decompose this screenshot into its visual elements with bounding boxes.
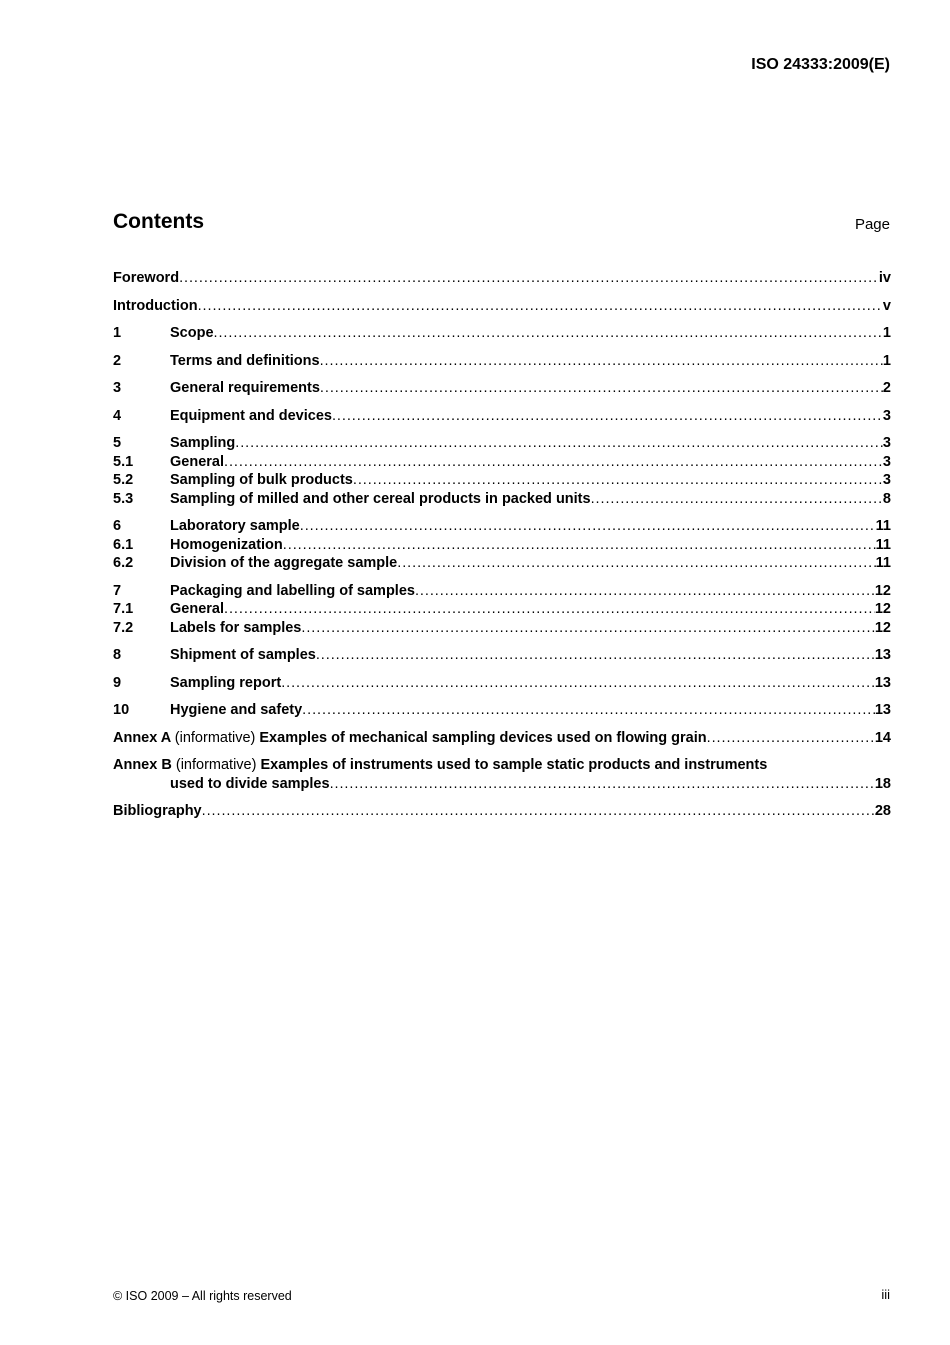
dot-leader [202, 802, 875, 821]
toc-entry-page: 1 [882, 352, 891, 369]
toc-entry-number: 10 [113, 702, 130, 718]
toc-entry-page: 3 [882, 453, 891, 470]
annex-title: Examples of mechanical sampling devices used on flowing grain [259, 729, 707, 746]
dot-leader [179, 269, 879, 288]
toc-entry-5-1[interactable] [113, 453, 891, 472]
page-column-label: Page [854, 216, 890, 233]
dot-leader [316, 646, 875, 665]
toc-entry-1[interactable] [113, 324, 891, 343]
toc-entry-annex-b-line2 [113, 775, 891, 794]
toc-entry-page: 3 [882, 435, 891, 451]
toc-entry-page: 13 [874, 702, 891, 718]
toc-entry-page: 13 [874, 647, 891, 663]
toc-entry-7-2[interactable] [113, 619, 891, 638]
toc-entry-title: Laboratory sample [170, 518, 300, 534]
toc-entry-foreword[interactable] [113, 269, 891, 288]
toc-entry-6-2[interactable] [113, 554, 891, 573]
toc-entry-number: 6.1 [113, 536, 134, 553]
toc-entry-title: Scope [170, 325, 214, 341]
toc-entry-title: General requirements [170, 380, 320, 396]
toc-entry-title: Terms and definitions [170, 352, 320, 369]
toc-entry-number: 9 [113, 674, 122, 691]
toc-entry-title: General [170, 453, 224, 470]
toc-entry-bibliography[interactable] [113, 802, 891, 821]
toc-entry-number: 6 [113, 518, 122, 534]
toc-entry-page: 12 [874, 619, 891, 636]
toc-entry-7-1[interactable] [113, 600, 891, 619]
toc-entry-title: Foreword [113, 270, 180, 286]
toc-entry-title: Division of the aggregate sample [170, 555, 398, 571]
toc-entry-page: 12 [874, 601, 891, 617]
toc-entry-number: 3 [113, 380, 122, 396]
dot-leader [707, 729, 875, 748]
toc-entry-page: 2 [882, 380, 891, 396]
toc-entry-page: 12 [874, 582, 891, 599]
toc-entry-number: 6.2 [113, 555, 134, 571]
toc-entry-5-3[interactable] [113, 490, 891, 509]
dot-leader [332, 407, 883, 426]
toc-entry-page: 3 [882, 472, 891, 488]
dot-leader [214, 324, 883, 343]
toc-entry-number: 7.2 [113, 619, 134, 636]
document-id: ISO 24333:2009(E) [751, 56, 890, 73]
table-of-contents [113, 269, 891, 830]
toc-entry-annex-a[interactable] [113, 729, 891, 748]
toc-entry-page: 18 [874, 775, 891, 792]
toc-entry-10[interactable] [113, 701, 891, 720]
toc-entry-title: Sampling report [170, 674, 282, 691]
toc-entry-page: 8 [882, 490, 891, 507]
dot-leader [301, 619, 875, 638]
annex-label: Annex A [113, 729, 171, 746]
toc-entry-number: 5.1 [113, 453, 134, 470]
toc-entry-title [113, 756, 767, 775]
toc-entry-number: 5.3 [113, 490, 134, 507]
toc-entry-page: 14 [874, 729, 891, 746]
toc-entry-number: 4 [113, 407, 122, 424]
toc-entry-page: 11 [875, 518, 891, 534]
toc-entry-annex-b-line1 [113, 756, 891, 775]
dot-leader [302, 701, 875, 720]
dot-leader [320, 379, 883, 398]
toc-entry-number: 8 [113, 647, 122, 663]
toc-entry-page: iv [878, 270, 891, 286]
toc-entry-title: Equipment and devices [170, 407, 332, 424]
annex-type: (informative) [174, 729, 256, 746]
dot-leader [283, 536, 876, 555]
toc-entry-title: Hygiene and safety [170, 702, 303, 718]
contents-title: Contents [113, 210, 204, 233]
toc-entry-title: Introduction [113, 297, 198, 314]
toc-entry-number: 1 [113, 325, 122, 341]
footer-copyright: © ISO 2009 – All rights reserved [113, 1289, 292, 1303]
toc-entry-annex-b[interactable] [113, 756, 891, 793]
toc-entry-5[interactable] [113, 434, 891, 453]
toc-entry-title: Packaging and labelling of samples [170, 582, 415, 599]
toc-entry-number: 5.2 [113, 472, 134, 488]
toc-entry-page: 28 [874, 803, 891, 819]
dot-leader [235, 434, 883, 453]
toc-entry-title: Sampling of bulk products [170, 472, 353, 488]
toc-entry-5-2[interactable] [113, 471, 891, 490]
toc-entry-7[interactable] [113, 582, 891, 601]
annex-title: Examples of instruments used to sample static products and instruments [260, 757, 768, 773]
toc-entry-9[interactable] [113, 674, 891, 693]
annex-label: Annex B [113, 757, 172, 773]
dot-leader [300, 517, 876, 536]
dot-leader [198, 297, 883, 316]
dot-leader [591, 490, 883, 509]
toc-entry-number: 7.1 [113, 601, 134, 617]
dot-leader [415, 582, 875, 601]
toc-entry-introduction[interactable] [113, 297, 891, 316]
toc-entry-6[interactable] [113, 517, 891, 536]
dot-leader [353, 471, 883, 490]
toc-entry-title: Labels for samples [170, 619, 302, 636]
dot-leader [281, 674, 875, 693]
toc-entry-3[interactable] [113, 379, 891, 398]
dot-leader [320, 352, 883, 371]
toc-entry-number: 5 [113, 435, 122, 451]
toc-entry-page: 11 [875, 555, 891, 571]
annex-title-continued: used to divide samples [170, 775, 330, 792]
toc-entry-4[interactable] [113, 407, 891, 426]
footer-page-number: iii [881, 1287, 890, 1302]
annex-type: (informative) [175, 757, 257, 773]
toc-entry-2[interactable] [113, 352, 891, 371]
toc-entry-title: Sampling [170, 435, 236, 451]
dot-leader [224, 600, 875, 619]
toc-entry-title: Bibliography [113, 803, 202, 819]
toc-entry-title: Shipment of samples [170, 647, 316, 663]
toc-entry-page: v [882, 297, 891, 314]
toc-entry-title: Sampling of milled and other cereal products in packed units [170, 490, 591, 507]
toc-entry-number: 2 [113, 352, 122, 369]
toc-entry-title: Homogenization [170, 536, 283, 553]
toc-entry-number: 7 [113, 582, 122, 599]
dot-leader [397, 554, 875, 573]
toc-entry-page: 13 [874, 674, 891, 691]
toc-entry-8[interactable] [113, 646, 891, 665]
dot-leader [330, 775, 875, 794]
toc-entry-title: General [170, 601, 224, 617]
toc-entry-page: 3 [882, 407, 891, 424]
toc-entry-page: 11 [875, 536, 891, 553]
toc-entry-6-1[interactable] [113, 536, 891, 555]
dot-leader [224, 453, 883, 472]
toc-entry-page: 1 [882, 325, 891, 341]
toc-entry-title [113, 729, 707, 748]
